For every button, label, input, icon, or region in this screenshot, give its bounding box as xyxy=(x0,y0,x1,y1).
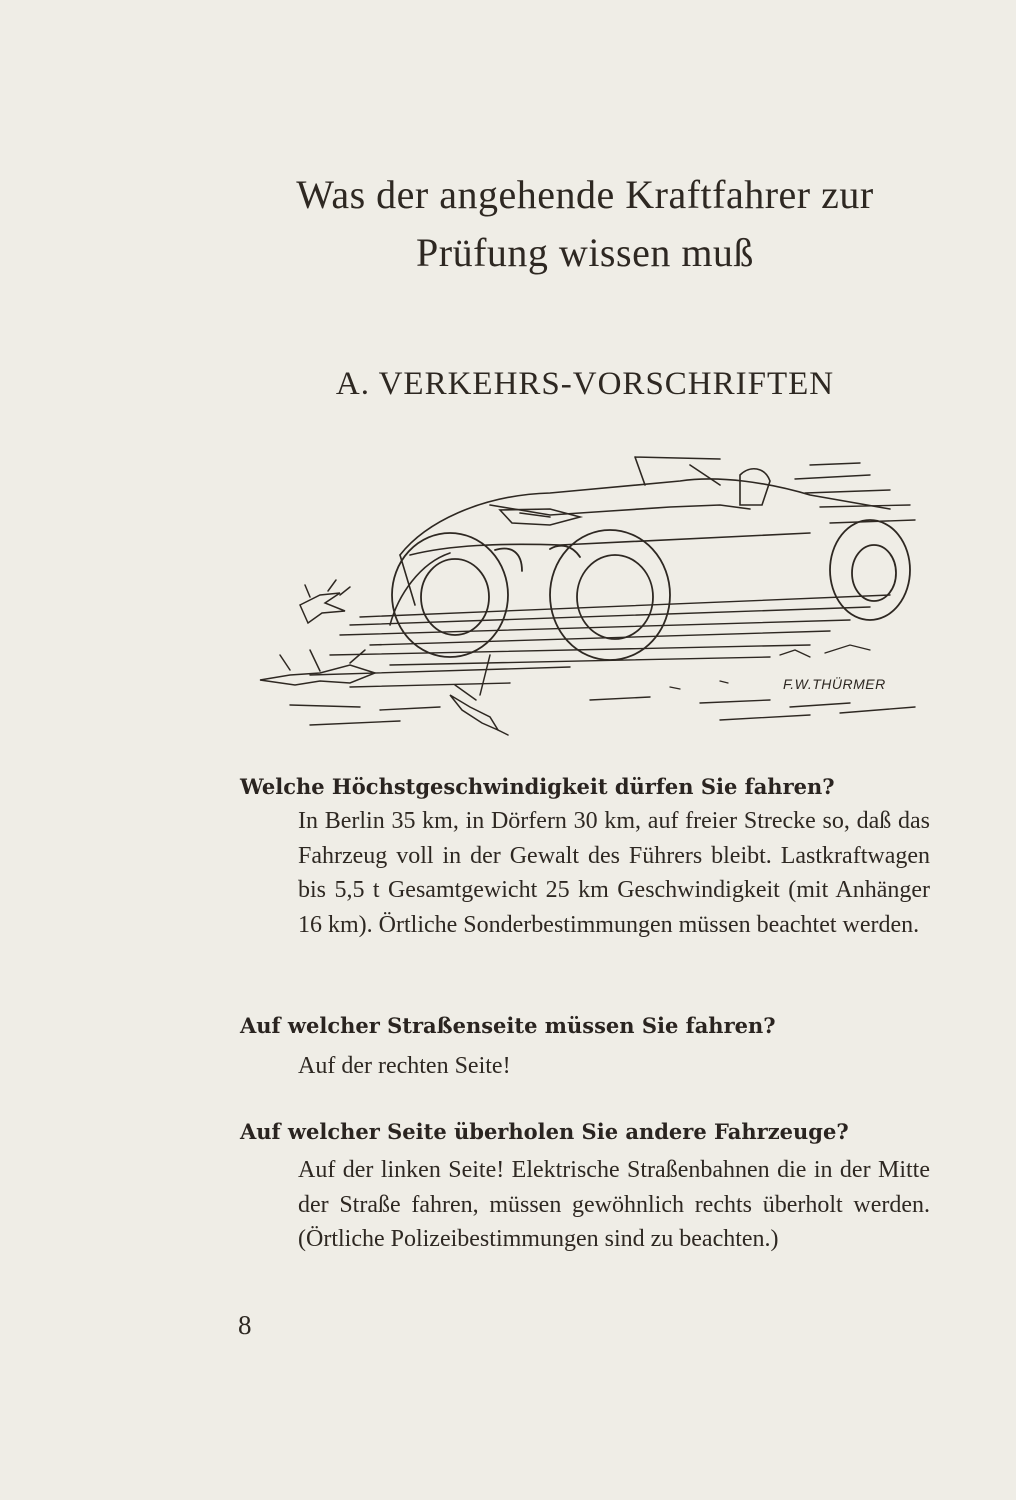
answer-overtaking: Auf der linken Seite! Elektrische Straßenbahnen die in der Mitte der Straße fahren, müssen gewöhnlich rechts überholt werden. (Örtliche Polizeibestimmungen sind zu beachten.) xyxy=(298,1157,930,1252)
answer-roadside: Auf der rechten Seite! xyxy=(298,1053,511,1079)
qa-item-speed xyxy=(240,770,930,942)
car-body xyxy=(390,457,890,625)
question-roadside: Auf welcher Straßenseite müssen Sie fahren? xyxy=(240,1013,776,1038)
section-heading: A. VERKEHRS-VORSCHRIFTEN xyxy=(335,366,835,402)
question-speed: Welche Höchstgeschwindigkeit dürfen Sie fahren? xyxy=(240,774,835,799)
qa-item-roadside xyxy=(240,1009,930,1084)
speeding-car-illustration xyxy=(250,445,930,740)
title-line-1: Was der angehende Kraftfahrer zur xyxy=(296,172,874,217)
page-number: 8 xyxy=(238,1310,252,1340)
question-overtaking: Auf welcher Seite überholen Sie andere Fahrzeuge? xyxy=(240,1119,849,1144)
qa-item-overtaking xyxy=(240,1115,930,1257)
page-title xyxy=(235,166,935,282)
title-line-2: Prüfung wissen muß xyxy=(416,230,754,275)
birds xyxy=(260,580,508,735)
illustrator-signature: F.W.THÜRMER xyxy=(783,676,886,692)
answer-speed: In Berlin 35 km, in Dörfern 30 km, auf freier Strecke so, daß das Fahrzeug voll in der Gewalt des Führers bleibt. Lastkraftwagen bis 5,5 t Gesamtgewicht 25 km Geschwindigkeit (mit Anhänger 16 km). Örtliche Sonderbestimmungen müssen beachtet werden. xyxy=(298,808,930,938)
